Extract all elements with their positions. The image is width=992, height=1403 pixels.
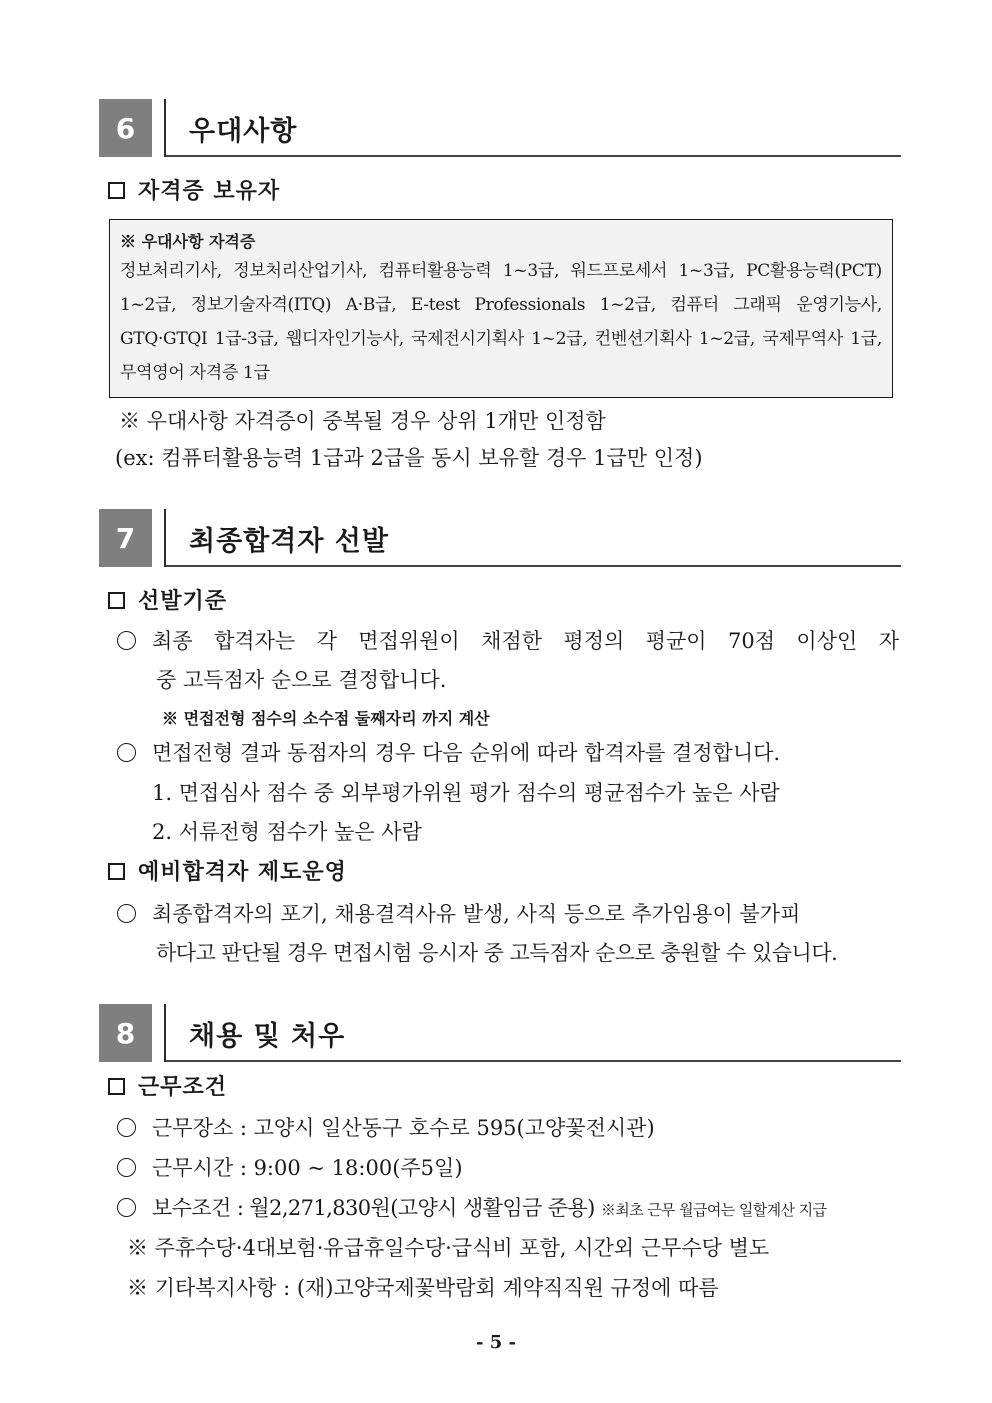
section-header-6 (99, 99, 901, 159)
benefits-note: ※ 주휴수당·4대보험·유급휴일수당·급식비 포함, 시간외 근무수당 별도 (127, 1236, 770, 1260)
pay-note: ※최초 근무 월급여는 일할계산 지급 (600, 1201, 827, 1219)
box-title: ※ 우대사항 자격증 (120, 232, 256, 251)
criteria-item-1: 최종 합격자는 각 면접위원이 채점한 평정의 평균이 70점 이상인 자 (117, 626, 899, 656)
circle-bullet-icon (117, 631, 136, 650)
checkbox-square-icon (108, 182, 125, 199)
section-header-8 (99, 1004, 901, 1064)
reserve-item-cont: 하다고 판단될 경우 면접시험 응시자 중 고득점자 순으로 충원할 수 있습니다. (156, 941, 838, 965)
pay-conditions: 보수조건 : 월2,271,830원(고양시 생활임금 준용) ※최초 근무 월급여는 일할계산 지급 (117, 1193, 826, 1225)
section-divider (164, 1004, 166, 1062)
circle-bullet-icon (117, 743, 136, 762)
rank-2: 2. 서류전형 점수가 높은 사람 (152, 820, 422, 844)
section-underline (166, 1060, 901, 1062)
section-underline (166, 155, 901, 157)
subheading-criteria: 선발기준 (108, 586, 227, 616)
section-number: 7 (99, 509, 152, 567)
work-place: 근무장소 : 고양시 일산동구 호수로 595(고양꽃전시관) (117, 1113, 655, 1143)
box-body: 정보처리기사, 정보처리산업기사, 컴퓨터활용능력 1~3급, 워드프로세서 1~3급, PC활용능력(PCT) 1~2급, 정보기술자격(ITQ) A·B급, E-test Professionals 1~2급, 컴퓨터 그래픽 운영기능사, GTQ·GTQI 1급-3급, 웹디자인기능사, 국제전시기획사 1~2급, 컨벤션기획사 1~2급, 국제무역사 1급, 무역영어 자격증 1급 (120, 261, 882, 383)
checkbox-square-icon (108, 863, 125, 880)
welfare-note: ※ 기타복지사항 : (재)고양국제꽃박람회 계약직직원 규정에 따름 (127, 1276, 719, 1300)
section-number: 8 (99, 1004, 152, 1062)
criteria-item-1-cont: 중 고득점자 순으로 결정합니다. (156, 668, 447, 692)
checkbox-square-icon (108, 1078, 125, 1095)
section-title: 최종합격자 선발 (189, 526, 389, 557)
section-title: 우대사항 (189, 116, 298, 147)
subheading-reserve: 예비합격자 제도운영 (108, 857, 347, 887)
work-hours: 근무시간 : 9:00 ~ 18:00(주5일) (117, 1153, 463, 1183)
circle-bullet-icon (117, 1158, 136, 1177)
subheading-conditions: 근무조건 (108, 1072, 227, 1102)
circle-bullet-icon (117, 904, 136, 923)
section-underline (166, 565, 901, 567)
section-divider (164, 509, 166, 567)
note-example: (ex: 컴퓨터활용능력 1급과 2급을 동시 보유할 경우 1급만 인정) (115, 446, 703, 470)
circle-bullet-icon (117, 1118, 136, 1137)
preferred-certificates-box (109, 219, 893, 398)
circle-bullet-icon (117, 1198, 136, 1217)
section-header-7 (99, 509, 901, 569)
page-number: - 5 - (476, 1332, 516, 1353)
note-duplicate: ※ 우대사항 자격증이 중복될 경우 상위 1개만 인정함 (119, 409, 606, 433)
section-number: 6 (99, 99, 152, 157)
checkbox-square-icon (108, 592, 125, 609)
section-title: 채용 및 처우 (189, 1021, 346, 1052)
criteria-item-2: 면접전형 결과 동점자의 경우 다음 순위에 따라 합격자를 결정합니다. (117, 738, 780, 768)
reserve-item: 최종합격자의 포기, 채용결격사유 발생, 사직 등으로 추가임용이 불가피 (117, 899, 899, 929)
rank-1: 1. 면접심사 점수 중 외부평가위원 평가 점수의 평균점수가 높은 사람 (152, 781, 780, 805)
score-note: ※ 면접전형 점수의 소수점 둘째자리 까지 계산 (162, 709, 490, 728)
subheading-certificates: 자격증 보유자 (108, 176, 280, 206)
section-divider (164, 99, 166, 157)
